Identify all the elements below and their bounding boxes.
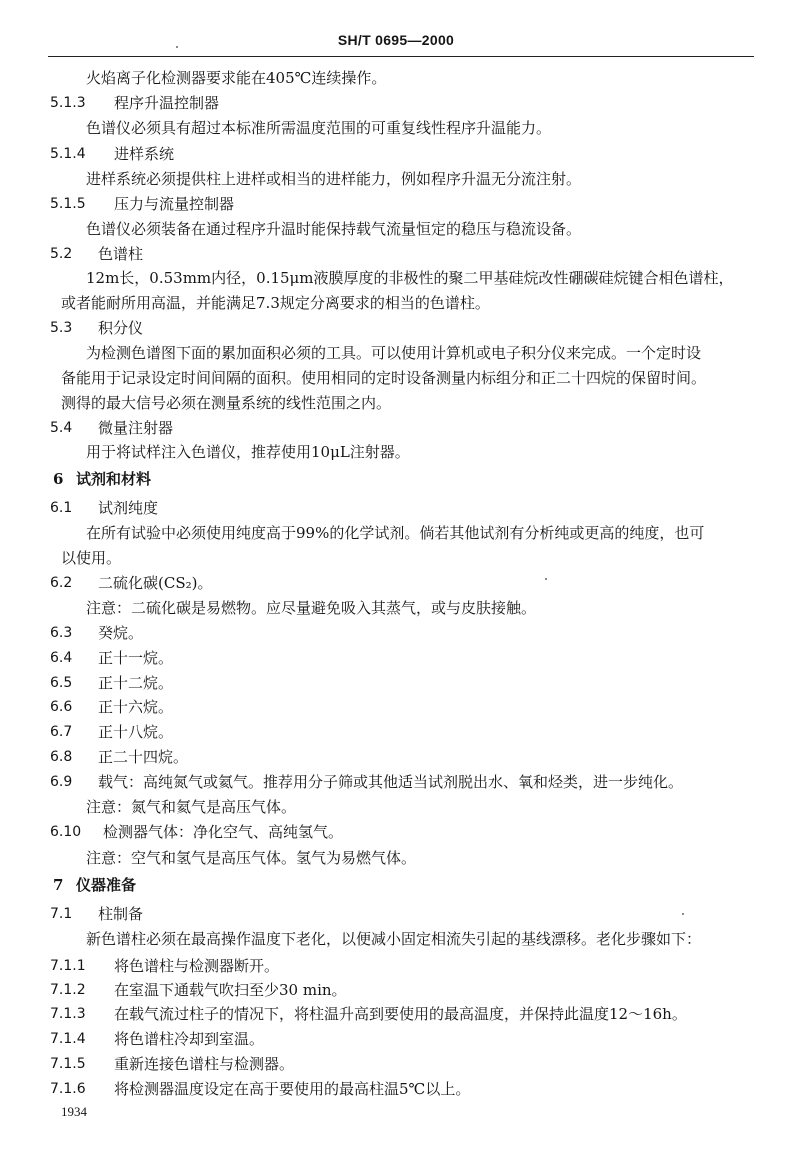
clause-title: 柱制备 [98, 905, 144, 923]
clause-number: 7.1.4 [50, 1031, 86, 1047]
clause-number: 7.1.6 [50, 1081, 86, 1097]
clause-number: 6.5 [50, 675, 73, 691]
clause-title: 将检测器温度设定在高于要使用的最高柱温5℃以上。 [114, 1080, 471, 1098]
clause-title: 将色谱柱与检测器断开。 [114, 957, 280, 975]
clause-title: 二硫化碳(CS₂)。 [98, 574, 213, 592]
clause-number: 6.3 [50, 625, 73, 641]
clause-title: 正二十四烷。 [98, 748, 189, 766]
clause-number: 7.1 [50, 906, 73, 922]
clause-title: 色谱柱 [98, 245, 144, 263]
paragraph-line: 进样系统必须提供柱上进样或相当的进样能力，例如程序升温无分流注射。 [86, 170, 582, 188]
clause-number: 6.1 [50, 500, 73, 516]
paragraph-line: 火焰离子化检测器要求能在405℃连续操作。 [86, 69, 387, 87]
clause-number: 7.1.3 [50, 1006, 86, 1022]
clause-number: 6.7 [50, 724, 73, 740]
section-number: 7 [53, 876, 64, 894]
clause-title: 正十二烷。 [98, 674, 174, 692]
clause-number: 5.2 [50, 246, 73, 262]
clause-title: 重新连接色谱柱与检测器。 [114, 1055, 295, 1073]
scan-speck [545, 578, 547, 580]
page-number: 1934 [61, 1104, 87, 1119]
clause-number: 6.4 [50, 650, 73, 666]
paragraph-line: 色谱仪必须装备在通过程序升温时能保持载气流量恒定的稳压与稳流设备。 [86, 220, 582, 238]
clause-title: 进样系统 [114, 145, 175, 163]
scan-speck [682, 913, 684, 915]
section-number: 6 [53, 470, 64, 488]
clause-title: 正十八烷。 [98, 723, 174, 741]
paragraph-line: 色谱仪必须具有超过本标准所需温度范围的可重复线性程序升温能力。 [86, 119, 552, 137]
clause-number: 6.8 [50, 749, 73, 765]
clause-title: 癸烷。 [98, 624, 144, 642]
section-heading: 试剂和材料 [76, 470, 152, 488]
paragraph-line: 新色谱柱必须在最高操作温度下老化，以便减小固定相流失引起的基线漂移。老化步骤如下： [86, 930, 702, 948]
paragraph-continuation: 或者能耐所用高温，并能满足7.3规定分离要求的相当的色谱柱。 [61, 294, 490, 312]
clause-number: 5.1.4 [50, 146, 86, 162]
paragraph-line: 12m长，0.53mm内径，0.15μm液膜厚度的非极性的聚二甲基硅烷改性硼碳硅烷键合相色谱柱， [86, 269, 734, 287]
clause-title: 载气：高纯氮气或氦气。推荐用分子筛或其他适当试剂脱出水、氧和烃类，进一步纯化。 [98, 773, 684, 791]
clause-title: 正十六烷。 [98, 698, 174, 716]
clause-number: 5.1.5 [50, 196, 86, 212]
clause-title: 压力与流量控制器 [114, 195, 235, 213]
clause-title: 试剂纯度 [98, 499, 159, 517]
clause-title: 检测器气体：净化空气、高纯氢气。 [103, 823, 344, 841]
section-heading: 仪器准备 [76, 876, 137, 894]
clause-title: 在室温下通载气吹扫至少30 min。 [114, 981, 347, 999]
clause-title: 在载气流过柱子的情况下，将柱温升高到要使用的最高温度，并保持此温度12～16h。 [114, 1005, 687, 1023]
paragraph-continuation: 以使用。 [61, 549, 122, 567]
clause-number: 7.1.5 [50, 1056, 86, 1072]
paragraph-line: 为检测色谱图下面的累加面积必须的工具。可以使用计算机或电子积分仪来完成。一个定时设 [86, 344, 702, 362]
clause-title: 积分仪 [98, 319, 144, 337]
scan-speck [176, 46, 178, 48]
clause-number: 5.4 [50, 420, 73, 436]
clause-number: 6.6 [50, 699, 73, 715]
paragraph-line: 注意：二硫化碳是易燃物。应尽量避免吸入其蒸气，或与皮肤接触。 [86, 599, 537, 617]
paragraph-line: 在所有试验中必须使用纯度高于99%的化学试剂。倘若其他试剂有分析纯或更高的纯度，也可 [86, 524, 705, 542]
clause-number: 7.1.2 [50, 982, 86, 998]
clause-number: 7.1.1 [50, 958, 86, 974]
clause-number: 5.1.3 [50, 95, 86, 111]
paragraph-continuation: 备能用于记录设定时间间隔的面积。使用相同的定时设备测量内标组分和正二十四烷的保留时间。 [61, 369, 707, 387]
paragraph-line: 用于将试样注入色谱仪，推荐使用10μL注射器。 [86, 443, 410, 461]
standard-code-header: SH/T 0695—2000 [337, 32, 455, 48]
paragraph-line: 注意：氮气和氦气是高压气体。 [86, 798, 297, 816]
clause-title: 程序升温控制器 [114, 94, 220, 112]
clause-title: 正十一烷。 [98, 649, 174, 667]
clause-number: 6.10 [50, 824, 82, 840]
paragraph-line: 注意：空气和氢气是高压气体。氢气为易燃气体。 [86, 849, 417, 867]
clause-title: 将色谱柱冷却到室温。 [114, 1030, 265, 1048]
clause-number: 5.3 [50, 320, 73, 336]
header-rule [48, 56, 754, 57]
clause-number: 6.2 [50, 575, 73, 591]
paragraph-continuation: 测得的最大信号必须在测量系统的线性范围之内。 [61, 394, 392, 412]
clause-title: 微量注射器 [98, 419, 174, 437]
clause-number: 6.9 [50, 774, 73, 790]
